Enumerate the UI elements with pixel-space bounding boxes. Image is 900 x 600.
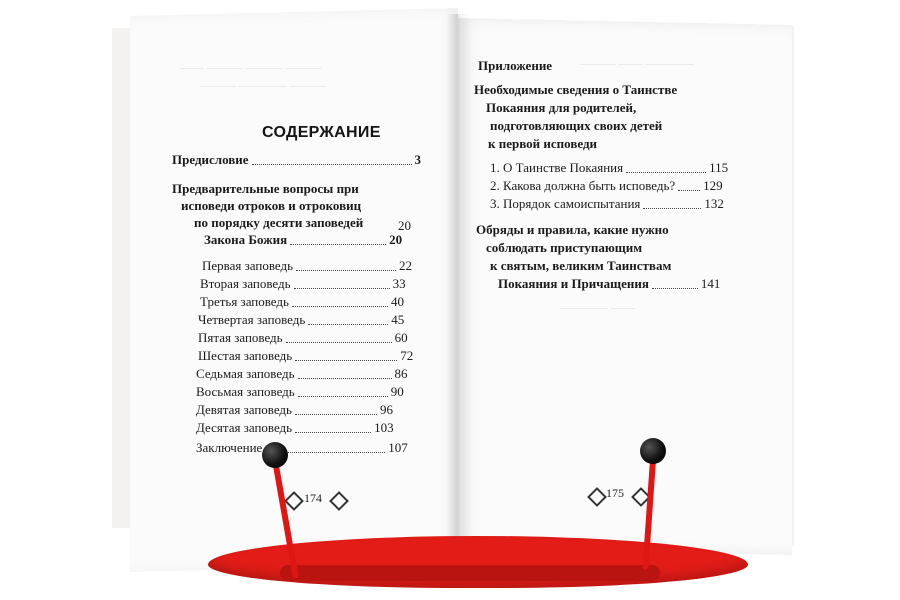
show-through-text: —— ——— ——— ———	[180, 60, 321, 74]
toc-label: 3. Порядок самоиспытания	[490, 196, 641, 211]
toc-page: 33	[392, 276, 406, 291]
toc-page: 107	[388, 440, 408, 455]
toc-label: Покаяния и Причащения	[498, 276, 649, 291]
toc-questions-page-top: 20	[398, 218, 411, 233]
toc-label: 1. О Таинстве Покаяния	[490, 160, 624, 175]
toc-label: Закона Божия	[204, 232, 288, 247]
page-holder-knob-left-icon	[262, 442, 288, 468]
toc-page: 132	[704, 196, 724, 211]
toc-label: Четвертая заповедь	[198, 312, 306, 327]
toc-title: СОДЕРЖАНИЕ	[262, 124, 381, 141]
right-page-number: 175	[606, 486, 624, 500]
appendix-item	[490, 160, 728, 176]
toc-label: Предисловие	[172, 152, 249, 167]
toc-label: Шестая заповедь	[198, 348, 293, 363]
rites-heading-2: соблюдать приступающим	[486, 240, 643, 255]
toc-commandment	[198, 330, 408, 346]
toc-label: Пятая заповедь	[198, 330, 283, 345]
toc-commandment	[196, 420, 394, 436]
rites-heading-4	[498, 276, 720, 292]
toc-page: 20	[389, 232, 403, 247]
toc-conclusion	[196, 440, 408, 456]
toc-page: 86	[394, 366, 408, 381]
toc-page: 141	[700, 276, 721, 291]
toc-questions-heading-3: по порядку десяти заповедей	[194, 215, 364, 230]
toc-commandment	[202, 258, 412, 274]
toc-questions-heading-1: Предварительные вопросы при	[172, 181, 359, 196]
toc-questions-heading-4	[204, 232, 402, 248]
toc-commandment	[198, 348, 413, 364]
toc-label: Девятая заповедь	[196, 402, 292, 417]
rites-heading-3: к святым, великим Таинствам	[490, 258, 672, 273]
toc-page: 3	[414, 152, 422, 167]
toc-page: 103	[374, 420, 394, 435]
toc-page: 96	[379, 402, 393, 417]
toc-label: Вторая заповедь	[200, 276, 291, 291]
show-through-text: ———— ——	[560, 300, 635, 314]
toc-page: 72	[400, 348, 414, 363]
toc-page: 60	[394, 330, 408, 345]
book-spine-shadow	[446, 14, 470, 574]
toc-commandment	[196, 384, 404, 400]
toc-label: 2. Какова должна быть исповедь?	[490, 178, 676, 193]
show-through-text: ——— —— ————	[580, 56, 694, 70]
toc-label: Седьмая заповедь	[196, 366, 295, 381]
page-holder-knob-right-icon	[640, 438, 666, 464]
toc-page: 22	[399, 258, 413, 273]
toc-label: Восьмая заповедь	[196, 384, 295, 399]
section-heading-1: Необходимые сведения о Таинстве	[474, 82, 678, 97]
section-heading-2: Покаяния для родителей,	[486, 100, 637, 115]
toc-commandment	[198, 312, 404, 328]
show-through-text: ——— ———— ———	[200, 78, 326, 92]
toc-questions-heading-2: исповеди отроков и отроковиц	[181, 198, 362, 213]
toc-commandment	[200, 276, 406, 292]
toc-label: Десятая заповедь	[196, 420, 293, 435]
toc-commandment	[200, 294, 404, 310]
left-page-number: 174	[304, 491, 322, 505]
rites-heading-1: Обряды и правила, какие нужно	[476, 222, 669, 237]
toc-commandment	[196, 366, 408, 382]
appendix-item	[490, 196, 724, 212]
toc-label: Третья заповедь	[200, 294, 289, 309]
toc-page: 45	[391, 312, 405, 327]
toc-preface	[172, 152, 421, 168]
appendix-label: Приложение	[478, 58, 553, 73]
toc-page: 115	[709, 160, 729, 175]
appendix-item	[490, 178, 723, 194]
toc-label: Первая заповедь	[202, 258, 294, 273]
book-stand-edge	[280, 565, 660, 581]
toc-page: 90	[390, 384, 404, 399]
toc-commandment	[196, 402, 393, 418]
toc-label: Заключение	[196, 440, 263, 455]
toc-page: 40	[390, 294, 404, 309]
toc-page: 129	[703, 178, 723, 193]
section-heading-3: подготовляющих своих детей	[490, 118, 663, 133]
section-heading-4: к первой исповеди	[488, 136, 598, 151]
